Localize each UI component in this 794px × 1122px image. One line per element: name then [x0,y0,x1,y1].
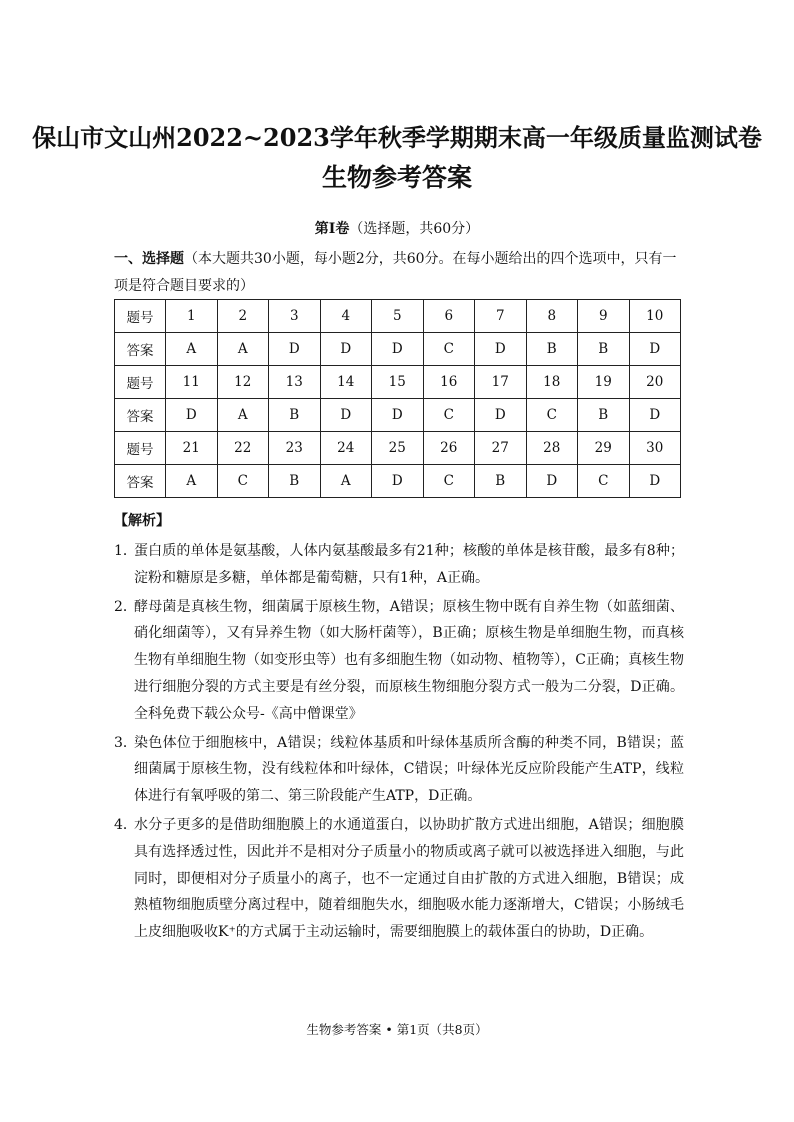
table-cell: B [578,399,630,432]
analysis-list [114,538,684,948]
table-cell: 6 [423,300,475,333]
table-cell: D [320,399,372,432]
table-cell: 14 [320,366,372,399]
table-cell: 11 [166,366,218,399]
list-item [114,594,684,728]
list-item [114,730,684,810]
table-cell: 21 [166,432,218,465]
table-cell: 10 [629,300,681,333]
row-label: 题号 [115,366,166,399]
table-cell: D [320,333,372,366]
table-cell: 16 [423,366,475,399]
document-subtitle: 生物参考答案 [321,163,472,192]
table-cell: 19 [578,366,630,399]
table-cell: A [217,333,269,366]
table-cell: D [629,333,681,366]
table-cell: 9 [578,300,630,333]
table-cell: 12 [217,366,269,399]
table-row [115,399,681,432]
table-cell: 24 [320,432,372,465]
table-cell: A [217,399,269,432]
table-cell: C [578,465,630,498]
item-number: 4． [114,816,137,833]
table-cell: C [217,465,269,498]
table-cell: B [526,333,578,366]
table-cell: 8 [526,300,578,333]
table-cell: 23 [269,432,321,465]
table-cell: 1 [166,300,218,333]
table-cell: 25 [372,432,424,465]
table-cell: C [423,399,475,432]
item-text: 水分子更多的是借助细胞膜上的水通道蛋白，以协助扩散方式进出细胞，A错误；细胞膜具有选择透过性，因此并不是相对分子质量小的物质或离子就可以被选择进入细胞，与此同时，即便相对分子质量小的离子，也不一定通过自由扩散的方式进入细胞，B错误；成熟植物细胞质壁分离过程中，随着细胞失水，细胞吸水能力逐渐增大，C错误；小肠绒毛上皮细胞吸收K⁺的方式属于主动运输时，需要细胞膜上的载体蛋白的协助，D正确。 [134,816,684,941]
table-cell: B [269,465,321,498]
table-cell: A [166,333,218,366]
table-cell: D [475,399,527,432]
table-cell: 30 [629,432,681,465]
table-cell: 22 [217,432,269,465]
item-text: 酵母菌是真核生物，细菌属于原核生物，A错误；原核生物中既有自养生物（如蓝细菌、硝化细菌等），又有异养生物（如大肠杆菌等），B正确；原核生物是单细胞生物，而真核生物有单细胞生物（如变形虫等）也有多细胞生物（如动物、植物等），C正确；真核生物进行细胞分裂的方式主要是有丝分裂，而原核生物细胞分裂方式一般为二分裂，D正确。 全科免费下载公众号-《高中僧课堂》 [134,598,684,722]
page-footer: 生物参考答案 • 第1页（共8页） [306,1022,488,1037]
table-cell: 20 [629,366,681,399]
row-label: 题号 [115,300,166,333]
table-cell: D [166,399,218,432]
table-cell: D [475,333,527,366]
table-row [115,333,681,366]
table-cell: 18 [526,366,578,399]
answer-table [114,299,681,498]
table-cell: C [423,333,475,366]
table-cell: 17 [475,366,527,399]
table-cell: D [629,465,681,498]
table-row [115,432,681,465]
table-row [115,366,681,399]
question-instruction [114,246,684,300]
table-cell: 28 [526,432,578,465]
table-cell: B [475,465,527,498]
table-cell: A [166,465,218,498]
table-cell: 26 [423,432,475,465]
row-label: 答案 [115,465,166,498]
item-number: 1． [114,543,137,559]
row-label: 答案 [115,399,166,432]
section-heading-rest: （选择题，共60分） [349,221,480,237]
row-label: 答案 [115,333,166,366]
table-cell: 2 [217,300,269,333]
table-cell: B [269,399,321,432]
analysis-label: 【解析】 [114,513,170,529]
table-cell: C [423,465,475,498]
list-item [114,812,684,946]
table-cell: 5 [372,300,424,333]
item-number: 3． [114,734,137,751]
item-number: 2． [114,598,137,615]
list-item [114,538,684,592]
table-cell: 29 [578,432,630,465]
table-cell: B [578,333,630,366]
instruction-bold: 一、选择题 [114,251,184,267]
table-cell: 4 [320,300,372,333]
table-cell: C [526,399,578,432]
table-cell: 7 [475,300,527,333]
table-cell: D [629,399,681,432]
table-cell: D [269,333,321,366]
table-row [115,465,681,498]
table-cell: 15 [372,366,424,399]
item-text: 染色体位于细胞核中，A错误；线粒体基质和叶绿体基质所含酶的种类不同，B错误；蓝细菌属于原核生物，没有线粒体和叶绿体，C错误；叶绿体光反应阶段能产生ATP，线粒体进行有氧呼吸的第二、第三阶段能产生ATP，D正确。 [134,734,684,805]
table-cell: D [526,465,578,498]
table-cell: D [372,333,424,366]
table-cell: D [372,465,424,498]
document-title: 保山市文山州2022~2023学年秋季学期期末高一年级质量监测试卷 [32,123,762,152]
table-cell: 3 [269,300,321,333]
table-cell: D [372,399,424,432]
table-cell: 27 [475,432,527,465]
item-text: 蛋白质的单体是氨基酸，人体内氨基酸最多有21种；核酸的单体是核苷酸，最多有8种；淀粉和糖原是多糖，单体都是葡萄糖，只有1种，A正确。 [134,543,684,586]
table-row [115,300,681,333]
section-heading-bold: 第Ⅰ卷 [314,221,350,237]
instruction-rest: （本大题共30小题，每小题2分，共60分。在每小题给出的四个选项中，只有一项是符合题目要求的） [114,251,677,294]
row-label: 题号 [115,432,166,465]
section-heading [0,218,794,238]
table-cell: 13 [269,366,321,399]
table-cell: A [320,465,372,498]
